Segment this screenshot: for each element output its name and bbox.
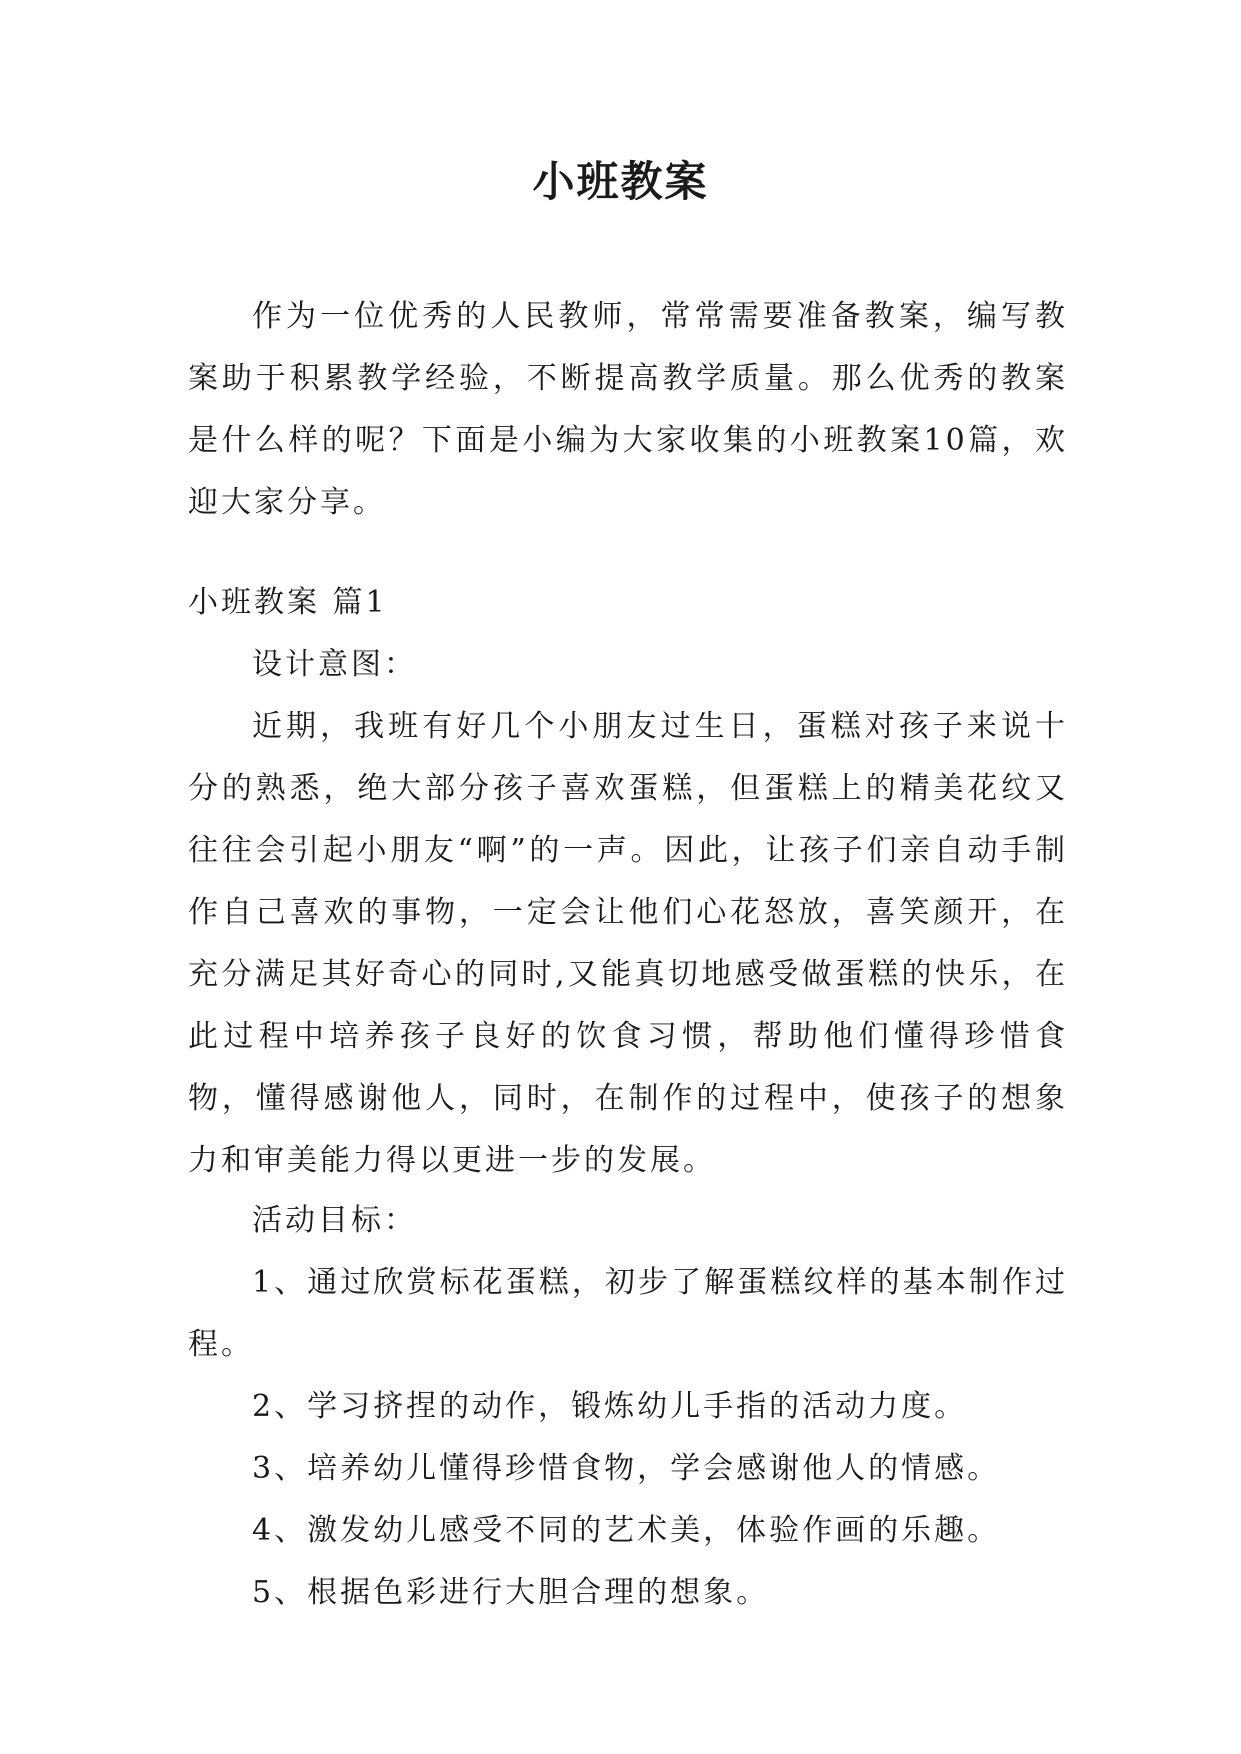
section-heading: 小班教案 篇1 bbox=[188, 585, 388, 620]
goal-item: 5、根据色彩进行大胆合理的想象。 bbox=[252, 1575, 770, 1610]
goal-item: 4、激发幼儿感受不同的艺术美，体验作画的乐趣。 bbox=[252, 1513, 1001, 1548]
goal-item: 2、学习挤捏的动作，锻炼幼儿手指的活动力度。 bbox=[252, 1389, 968, 1424]
document-title: 小班教案 bbox=[532, 157, 709, 206]
design-intent-label: 设计意图： bbox=[252, 647, 417, 682]
design-intent-paragraph: 近期，我班有好几个小朋友过生日，蛋糕对孩子来说十分的熟悉，绝大部分孩子喜欢蛋糕，但蛋糕上的精美花纹又往往会引起小朋友“啊”的一声。因此，让孩子们亲自动手制作自己喜欢的事物，一定会让他们心花怒放，喜笑颜开，在充分满足其好奇心的同时,又能真切地感受做蛋糕的快乐，在此过程中培养孩子良好的饮食习惯，帮助他们懂得珍惜食物，懂得感谢他人，同时，在制作的过程中，使孩子的想象力和审美能力得以更进一步的发展。 bbox=[188, 709, 1068, 1178]
goal-item: 1、通过欣赏标花蛋糕，初步了解蛋糕纹样的基本制作过程。 bbox=[188, 1265, 1068, 1362]
goal-item: 3、培养幼儿懂得珍惜食物，学会感谢他人的情感。 bbox=[252, 1451, 1001, 1486]
intro-paragraph: 作为一位优秀的人民教师，常常需要准备教案，编写教案助于积累教学经验，不断提高教学质量。那么优秀的教案是什么样的呢？下面是小编为大家收集的小班教案10篇，欢迎大家分享。 bbox=[188, 299, 1068, 520]
activity-goals-label: 活动目标： bbox=[252, 1203, 417, 1238]
